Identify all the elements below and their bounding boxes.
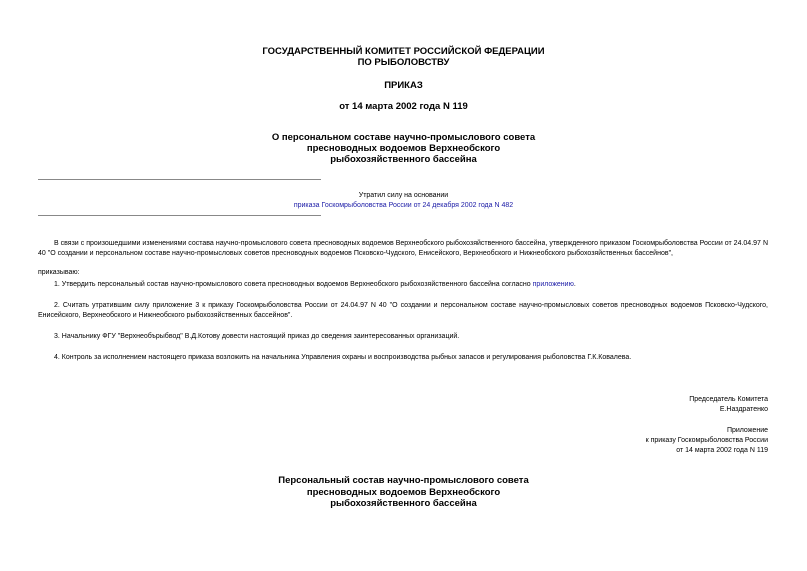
issuer-line-1: ГОСУДАРСТВЕННЫЙ КОМИТЕТ РОССИЙСКОЙ ФЕДЕРАЦИИ: [262, 46, 545, 57]
order-word: приказываю:: [38, 269, 80, 276]
signature-name: Е.Наздратенко: [719, 406, 768, 413]
status-rule-bottom: [38, 215, 321, 216]
appendix-link[interactable]: приложению: [532, 281, 574, 288]
appendix-label: Приложение: [726, 427, 768, 434]
document-title-line-3: рыбохозяйственного бассейна: [330, 154, 477, 165]
item-1-text: 1. Утвердить персональный состав научно-промыслового совета пресноводных водоемов Верхнеобского рыбохозяйственного бассейна согласно: [54, 281, 533, 288]
item-2: 2. Считать утратившим силу приложение 3 к приказу Госкомрыболовства России от 24.04.97 N 40 "О создании и персональном составе научно-промысловых советов пресноводных водоемов Псковско-Чудского, Енисейского, Верхнеобского и Нижнеобского рыбохозяйственных бассейнов".: [38, 302, 768, 319]
document-title-line-2: пресноводных водоемов Верхнеобского: [306, 143, 501, 154]
appendix-title-line-3: рыбохозяйственного бассейна: [330, 498, 477, 509]
item-1-end: .: [573, 281, 576, 288]
status-rule-top: [38, 179, 321, 180]
issuer-line-2: ПО РЫБОЛОВСТВУ: [357, 57, 450, 68]
appendix-title-line-2: пресноводных водоемов Верхнеобского: [306, 486, 501, 498]
status-note: Утратил силу на основании: [358, 192, 449, 199]
appendix-title-line-1: Персональный состав научно-промыслового совета: [278, 475, 529, 486]
status-link[interactable]: приказа Госкомрыболовства России от 24 декабря 2002 года N 482: [293, 202, 514, 209]
document-title-line-1: О персональном составе научно-промыслового совета: [271, 132, 536, 143]
item-3: 3. Начальнику ФГУ "Верхнеобърыбвод" В.Д.Котову довести настоящий приказ до сведения заинтересованных организаций.: [54, 333, 460, 340]
signature-position: Председатель Комитета: [689, 396, 768, 403]
appendix-reference: к приказу Госкомрыболовства России: [645, 437, 768, 444]
document-type: ПРИКАЗ: [384, 80, 423, 91]
item-4: 4. Контроль за исполнением настоящего приказа возложить на начальника Управления охраны и воспроизводства рыбных запасов и регулирования рыболовства Г.К.Ковалева.: [54, 354, 632, 361]
preamble-paragraph: В связи с произошедшими изменениями состава научно-промыслового совета пресноводных водоемов Верхнеобского рыбохозяйственного бассейна, утвержденного приказом Госкомрыболовства России от 24.04.97 N 40 "О создании и персональном составе научно-промысловых советов пресноводных водоемов Псковско-Чудского, Енисейского, Верхнеобского и Нижнеобского рыбохозяйственных бассейнов",: [38, 240, 768, 257]
document-date: от 14 марта 2002 года N 119: [339, 101, 468, 112]
item-1: [38, 280, 768, 290]
appendix-date: от 14 марта 2002 года N 119: [676, 447, 768, 454]
